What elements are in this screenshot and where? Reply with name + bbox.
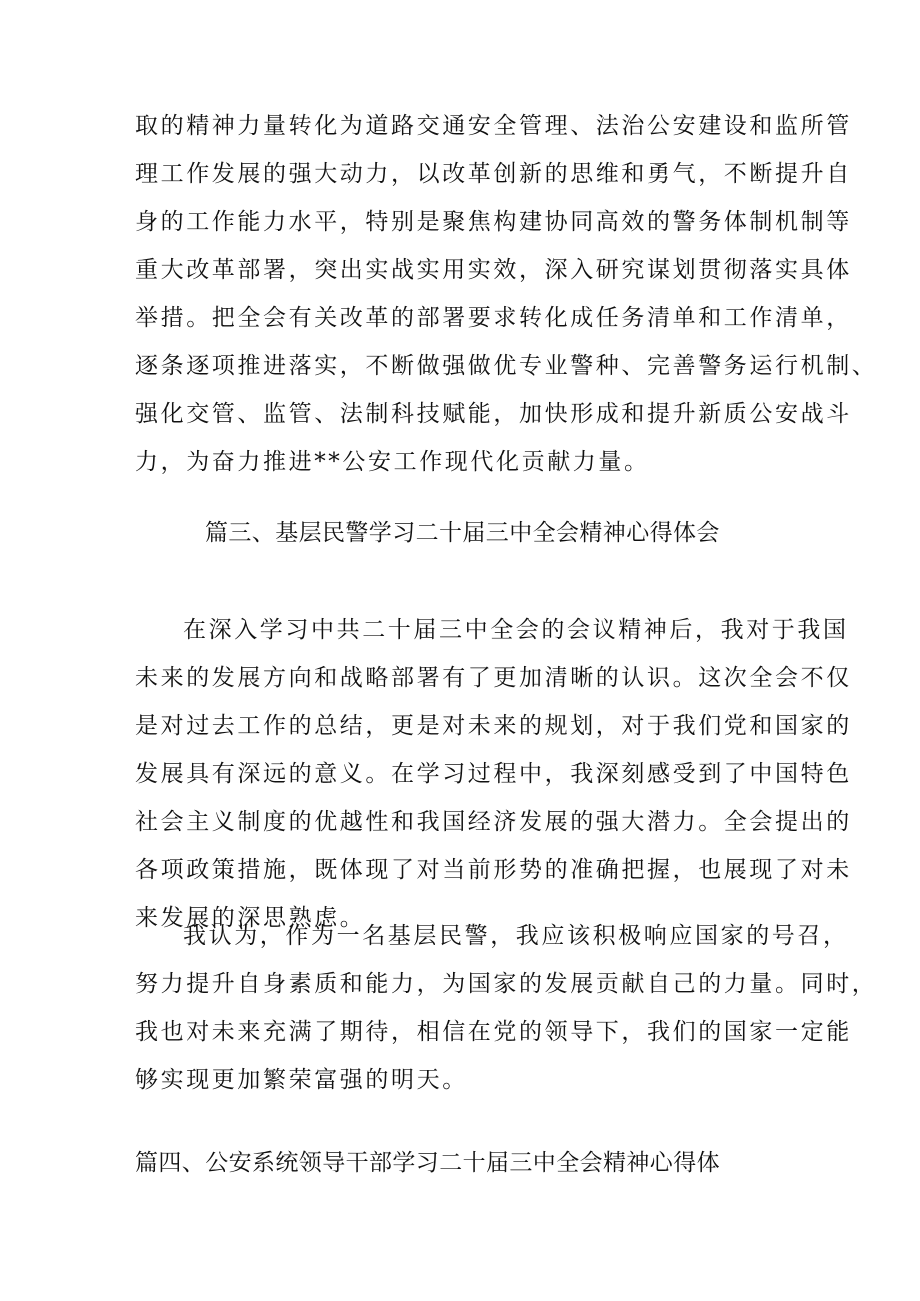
paragraph-line: 努力提升自身素质和能力，为国家的发展贡献自己的力量。同时， <box>135 971 878 997</box>
paragraph-line: 取的精神力量转化为道路交通安全管理、法治公安建设和监所管 <box>135 113 852 139</box>
paragraph-line: 未来的发展方向和战略部署有了更加清晰的认识。这次全会不仅 <box>135 665 852 691</box>
section-four-title: 篇四、公安系统领导干部学习二十届三中全会精神心得体 <box>135 1150 720 1176</box>
paragraph-line: 来发展的深思熟虑。 <box>135 905 366 931</box>
section-three-title: 篇三、基层民警学习二十届三中全会精神心得体会 <box>205 520 720 546</box>
paragraph-line: 在深入学习中共二十届三中全会的会议精神后，我对于我国 <box>183 617 849 643</box>
paragraph-line: 理工作发展的强大动力，以改革创新的思维和勇气，不断提升自 <box>135 161 852 187</box>
paragraph-line: 我认为，作为一名基层民警，我应该积极响应国家的号召， <box>183 923 849 949</box>
section-three-paragraph-1 <box>135 606 852 942</box>
paragraph-line: 重大改革部署，突出实战实用实效，深入研究谋划贯彻落实具体 <box>135 257 852 283</box>
paragraph-line: 各项政策措施，既体现了对当前形势的准确把握，也展现了对未 <box>135 857 852 883</box>
paragraph-line: 举措。把全会有关改革的部署要求转化成任务清单和工作清单， <box>135 305 852 331</box>
paragraph-line: 是对过去工作的总结，更是对未来的规划，对于我们党和国家的 <box>135 713 852 739</box>
paragraph-line: 身的工作能力水平，特别是聚焦构建协同高效的警务体制机制等 <box>135 209 852 235</box>
paragraph-line: 力，为奋力推进**公安工作现代化贡献力量。 <box>135 449 650 475</box>
paragraph-line: 发展具有深远的意义。在学习过程中，我深刻感受到了中国特色 <box>135 761 852 787</box>
paragraph-line: 够实现更加繁荣富强的明天。 <box>135 1067 468 1093</box>
section-three-paragraph-2 <box>135 912 878 1104</box>
paragraph-line: 逐条逐项推进落实，不断做强做优专业警种、完善警务运行机制、 <box>135 353 878 379</box>
continuation-paragraph <box>135 102 878 486</box>
paragraph-line: 我也对未来充满了期待，相信在党的领导下，我们的国家一定能 <box>135 1019 852 1045</box>
paragraph-line: 社会主义制度的优越性和我国经济发展的强大潜力。全会提出的 <box>135 809 852 835</box>
paragraph-line: 强化交管、监管、法制科技赋能，加快形成和提升新质公安战斗 <box>135 401 852 427</box>
